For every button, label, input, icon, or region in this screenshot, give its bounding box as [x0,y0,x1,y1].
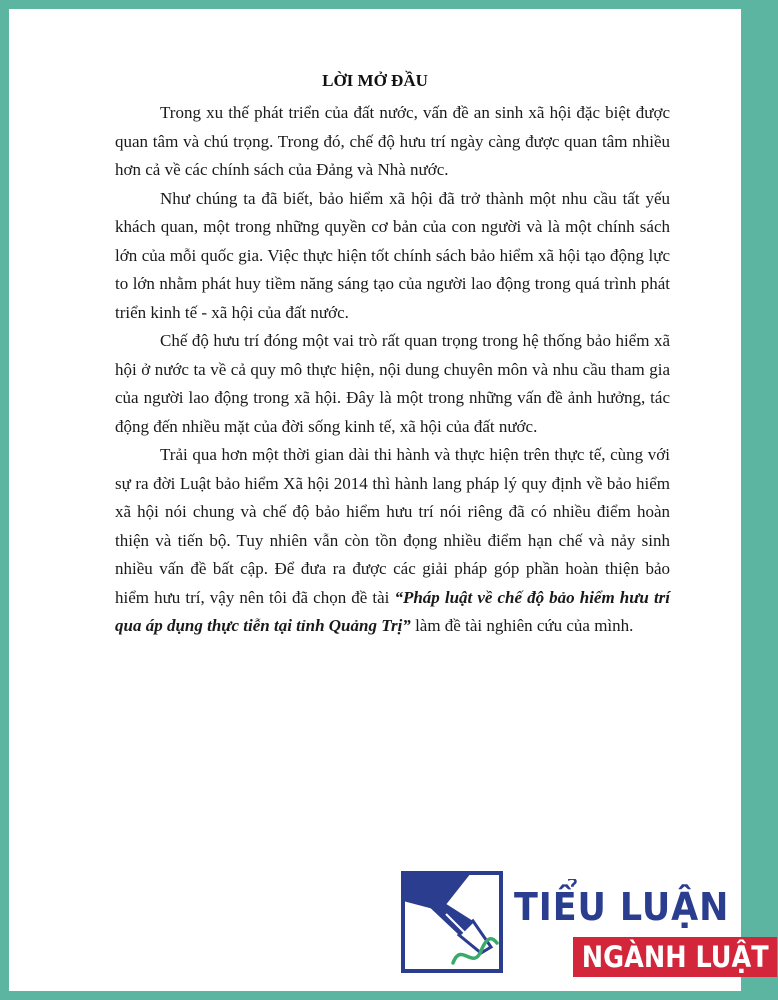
page-title: LỜI MỞ ĐẦU [322,71,428,90]
paragraph-1: Trong xu thế phát triển của đất nước, vấn đề an sinh xã hội đặc biệt được quan tâm và chú trọng. Trong đó, chế độ hưu trí ngày càng được quan tâm nhiều hơn cả về các chính sách của Đảng và Nhà nước. [115,103,670,179]
fountain-pen-nib-icon [401,871,503,973]
paragraph-4 [115,441,670,641]
paragraph-4-text: Trải qua hơn một thời gian dài thi hành và thực hiện trên thực tế, cùng với sự ra đời Luật bảo hiểm Xã hội 2014 thì hành lang pháp lý quy định về bảo hiểm xã hội nói chung và chế độ bảo hiểm hưu trí nói riêng đã có nhiều điểm hoàn thiện và tiến bộ. Tuy nhiên vẫn còn tồn đọng nhiều điểm hạn chế và nảy sinh nhiều vấn đề bất cập. Để đưa ra được các giải pháp góp phần hoàn thiện bảo hiểm hưu trí, vậy nên tôi đã chọn đề tài [115,445,670,607]
paragraph-4-end: làm đề tài nghiên cứu của mình. [410,616,634,635]
logo-text-top: TIỂU LUẬN [514,885,730,929]
thesis-title: “Pháp luật về chế độ bảo hiểm hưu trí qua áp dụng thực tiễn tại tỉnh Quảng Trị” [115,587,671,635]
paragraph-2: Như chúng ta đã biết, bảo hiểm xã hội đã trở thành một nhu cầu tất yếu khách quan, một trong những quyền cơ bản của con người và là một chính sách lớn của mỗi quốc gia. Việc thực hiện tốt chính sách bảo hiểm xã hội tạo động lực to lớn nhằm phát huy tiềm năng sáng tạo của người lao động trong quá trình phát triển kinh tế - xã hội của đất nước. [115,188,670,322]
brand-logo [401,871,769,983]
logo-text-bottom: NGÀNH LUẬT [573,937,777,977]
paragraph-3: Chế độ hưu trí đóng một vai trò rất quan trọng trong hệ thống bảo hiểm xã hội ở nước ta về cả quy mô thực hiện, nội dung chuyên môn và nhu cầu tham gia của người lao động trong xã hội. Đây là một trong những vấn đề ảnh hưởng, tác động đến nhiều mặt của đời sống kinh tế, xã hội của đất nước. [115,331,670,436]
document-page [9,9,769,991]
document-body [115,99,670,641]
